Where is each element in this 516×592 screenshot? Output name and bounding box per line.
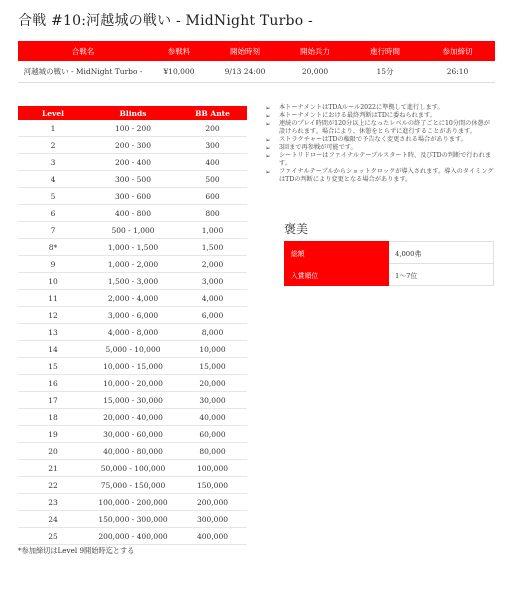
arrow-bullet-icon: ➢: [265, 104, 271, 112]
bb-ante-cell: 200: [178, 120, 247, 137]
blinds-cell: 10,000 - 15,000: [88, 358, 178, 375]
blinds-cell: 20,000 - 40,000: [88, 409, 178, 426]
bb-ante-cell: 800: [178, 205, 247, 222]
bb-ante-cell: 3,000: [178, 273, 247, 290]
bb-ante-cell: 6,000: [178, 307, 247, 324]
table-row: [18, 494, 247, 511]
level-cell: 18: [18, 409, 88, 426]
prize-row: [285, 264, 494, 286]
note-item: [265, 136, 495, 144]
table-row: [18, 205, 247, 222]
registration-close: 26:10: [420, 61, 495, 83]
bb-ante-cell: 8,000: [178, 324, 247, 341]
level-cell: 25: [18, 528, 88, 545]
table-row: [18, 392, 247, 409]
table-row: [18, 341, 247, 358]
level-cell: 5: [18, 188, 88, 205]
table-row: [18, 273, 247, 290]
tournament-info-table: [18, 41, 495, 83]
prize-table: [284, 241, 494, 286]
level-cell: 9: [18, 256, 88, 273]
bb-ante-cell: 300,000: [178, 511, 247, 528]
level-cell: 12: [18, 307, 88, 324]
table-row: [18, 358, 247, 375]
note-item: [265, 120, 495, 136]
level-cell: 16: [18, 375, 88, 392]
level-cell: 14: [18, 341, 88, 358]
level-cell: 10: [18, 273, 88, 290]
prize-title: 褒美: [284, 222, 309, 236]
level-cell: 1: [18, 120, 88, 137]
level-cell: 6: [18, 205, 88, 222]
table-row: [18, 222, 247, 239]
footnote: *参加締切はLevel 9開始時迄とする: [18, 546, 135, 555]
arrow-bullet-icon: ➢: [265, 152, 271, 160]
table-row: [18, 256, 247, 273]
bb-ante-cell: 1,000: [178, 222, 247, 239]
table-row: [18, 154, 247, 171]
blind-structure-table: [18, 106, 247, 545]
header-level: Level: [18, 106, 88, 120]
bb-ante-cell: 500: [178, 171, 247, 188]
blinds-cell: 500 - 1,000: [88, 222, 178, 239]
table-row: [18, 171, 247, 188]
blinds-cell: 40,000 - 80,000: [88, 443, 178, 460]
blinds-cell: 150,000 - 300,000: [88, 511, 178, 528]
rules-notes-list: [265, 104, 495, 184]
table-row: [18, 375, 247, 392]
level-cell: 2: [18, 137, 88, 154]
level-cell: 21: [18, 460, 88, 477]
note-item: [265, 144, 495, 152]
blind-header-row: [18, 106, 247, 120]
start-time: 9/13 24:00: [210, 61, 280, 83]
bb-ante-cell: 60,000: [178, 426, 247, 443]
table-row: [18, 511, 247, 528]
level-cell: 4: [18, 171, 88, 188]
header-entry-fee: 参戦料: [148, 41, 210, 61]
level-cell: 24: [18, 511, 88, 528]
table-row: [18, 137, 247, 154]
bb-ante-cell: 300: [178, 137, 247, 154]
blinds-cell: 5,000 - 10,000: [88, 341, 178, 358]
level-cell: 22: [18, 477, 88, 494]
blinds-cell: 75,000 - 150,000: [88, 477, 178, 494]
arrow-bullet-icon: ➢: [265, 144, 271, 152]
header-blinds: Blinds: [88, 106, 178, 120]
header-starting-stack: 開始兵力: [280, 41, 350, 61]
note-item: [265, 168, 495, 184]
note-text: ストラクチャーはTDの権限で予告なく変更される場合があります。: [279, 136, 467, 143]
bb-ante-cell: 80,000: [178, 443, 247, 460]
table-row: [18, 477, 247, 494]
blinds-cell: 300 - 600: [88, 188, 178, 205]
bb-ante-cell: 150,000: [178, 477, 247, 494]
tournament-name: 河越城の戦い - MidNight Turbo -: [18, 61, 148, 83]
level-cell: 13: [18, 324, 88, 341]
info-row: [18, 61, 495, 83]
level-cell: 20: [18, 443, 88, 460]
bb-ante-cell: 100,000: [178, 460, 247, 477]
level-cell: 8*: [18, 239, 88, 256]
note-item: [265, 104, 495, 112]
header-registration-close: 参加締切: [420, 41, 495, 61]
bb-ante-cell: 10,000: [178, 341, 247, 358]
blinds-cell: 300 - 500: [88, 171, 178, 188]
note-item: [265, 112, 495, 120]
blinds-cell: 200 - 400: [88, 154, 178, 171]
prize-label: 入賞順位: [285, 264, 389, 286]
prize-value: 4,000弗: [389, 242, 494, 264]
bb-ante-cell: 20,000: [178, 375, 247, 392]
blinds-cell: 200 - 300: [88, 137, 178, 154]
prize-value: 1～7位: [389, 264, 494, 286]
blinds-cell: 15,000 - 30,000: [88, 392, 178, 409]
table-row: [18, 188, 247, 205]
blinds-cell: 10,000 - 20,000: [88, 375, 178, 392]
bb-ante-cell: 600: [178, 188, 247, 205]
note-text: 3回まで再参戦が可能です。: [279, 144, 357, 151]
bb-ante-cell: 400,000: [178, 528, 247, 545]
level-duration: 15分: [350, 61, 420, 83]
table-row: [18, 239, 247, 256]
info-header-row: [18, 41, 495, 61]
blinds-cell: 200,000 - 400,000: [88, 528, 178, 545]
bb-ante-cell: 4,000: [178, 290, 247, 307]
bb-ante-cell: 200,000: [178, 494, 247, 511]
blinds-cell: 4,000 - 8,000: [88, 324, 178, 341]
note-text: 本トーナメントにおける最終判断はTDに委ねられます。: [279, 112, 436, 119]
blinds-cell: 2,000 - 4,000: [88, 290, 178, 307]
prize-row: [285, 242, 494, 264]
level-cell: 23: [18, 494, 88, 511]
table-row: [18, 460, 247, 477]
note-text: 本トーナメントはTDAルール2022に準拠して進行します。: [279, 104, 444, 111]
bb-ante-cell: 1,500: [178, 239, 247, 256]
blind-table-body: [18, 120, 247, 545]
table-row: [18, 443, 247, 460]
bb-ante-cell: 40,000: [178, 409, 247, 426]
arrow-bullet-icon: ➢: [265, 168, 271, 176]
bb-ante-cell: 400: [178, 154, 247, 171]
bb-ante-cell: 15,000: [178, 358, 247, 375]
table-row: [18, 290, 247, 307]
header-start-time: 開始時刻: [210, 41, 280, 61]
note-item: [265, 152, 495, 168]
table-row: [18, 528, 247, 545]
level-cell: 7: [18, 222, 88, 239]
page-title: 合戦 #10:河越城の戦い - MidNight Turbo -: [18, 13, 313, 29]
arrow-bullet-icon: ➢: [265, 136, 271, 144]
blinds-cell: 100 - 200: [88, 120, 178, 137]
blinds-cell: 30,000 - 60,000: [88, 426, 178, 443]
blinds-cell: 1,000 - 2,000: [88, 256, 178, 273]
table-row: [18, 426, 247, 443]
level-cell: 17: [18, 392, 88, 409]
bb-ante-cell: 30,000: [178, 392, 247, 409]
table-row: [18, 307, 247, 324]
blinds-cell: 3,000 - 6,000: [88, 307, 178, 324]
level-cell: 3: [18, 154, 88, 171]
arrow-bullet-icon: ➢: [265, 112, 271, 120]
level-cell: 19: [18, 426, 88, 443]
blinds-cell: 50,000 - 100,000: [88, 460, 178, 477]
level-cell: 11: [18, 290, 88, 307]
prize-label: 総額: [285, 242, 389, 264]
blinds-cell: 1,000 - 1,500: [88, 239, 178, 256]
note-text: ファイナルテーブルからショットクロックが導入されます。導入のタイミングはTDの判断により変更となる場合があります。: [279, 168, 494, 183]
table-row: [18, 324, 247, 341]
arrow-bullet-icon: ➢: [265, 120, 271, 128]
table-row: [18, 120, 247, 137]
table-row: [18, 409, 247, 426]
blinds-cell: 400 - 800: [88, 205, 178, 222]
note-text: シートリドローはファイナルテーブルスタート時、及びTDの判断で行われます。: [279, 152, 492, 167]
entry-fee: ¥10,000: [148, 61, 210, 83]
header-bb-ante: BB Ante: [178, 106, 247, 120]
level-cell: 15: [18, 358, 88, 375]
bb-ante-cell: 2,000: [178, 256, 247, 273]
header-level-duration: 進行時間: [350, 41, 420, 61]
starting-stack: 20,000: [280, 61, 350, 83]
header-tournament-name: 合戦名: [18, 41, 148, 61]
note-text: 連続のプレイ時間が120分以上になったレベルの終了ごとに10分間の休憩が設けられます。場合により、休憩をとらずに進行することがあります。: [279, 120, 490, 135]
blinds-cell: 1,500 - 3,000: [88, 273, 178, 290]
blinds-cell: 100,000 - 200,000: [88, 494, 178, 511]
